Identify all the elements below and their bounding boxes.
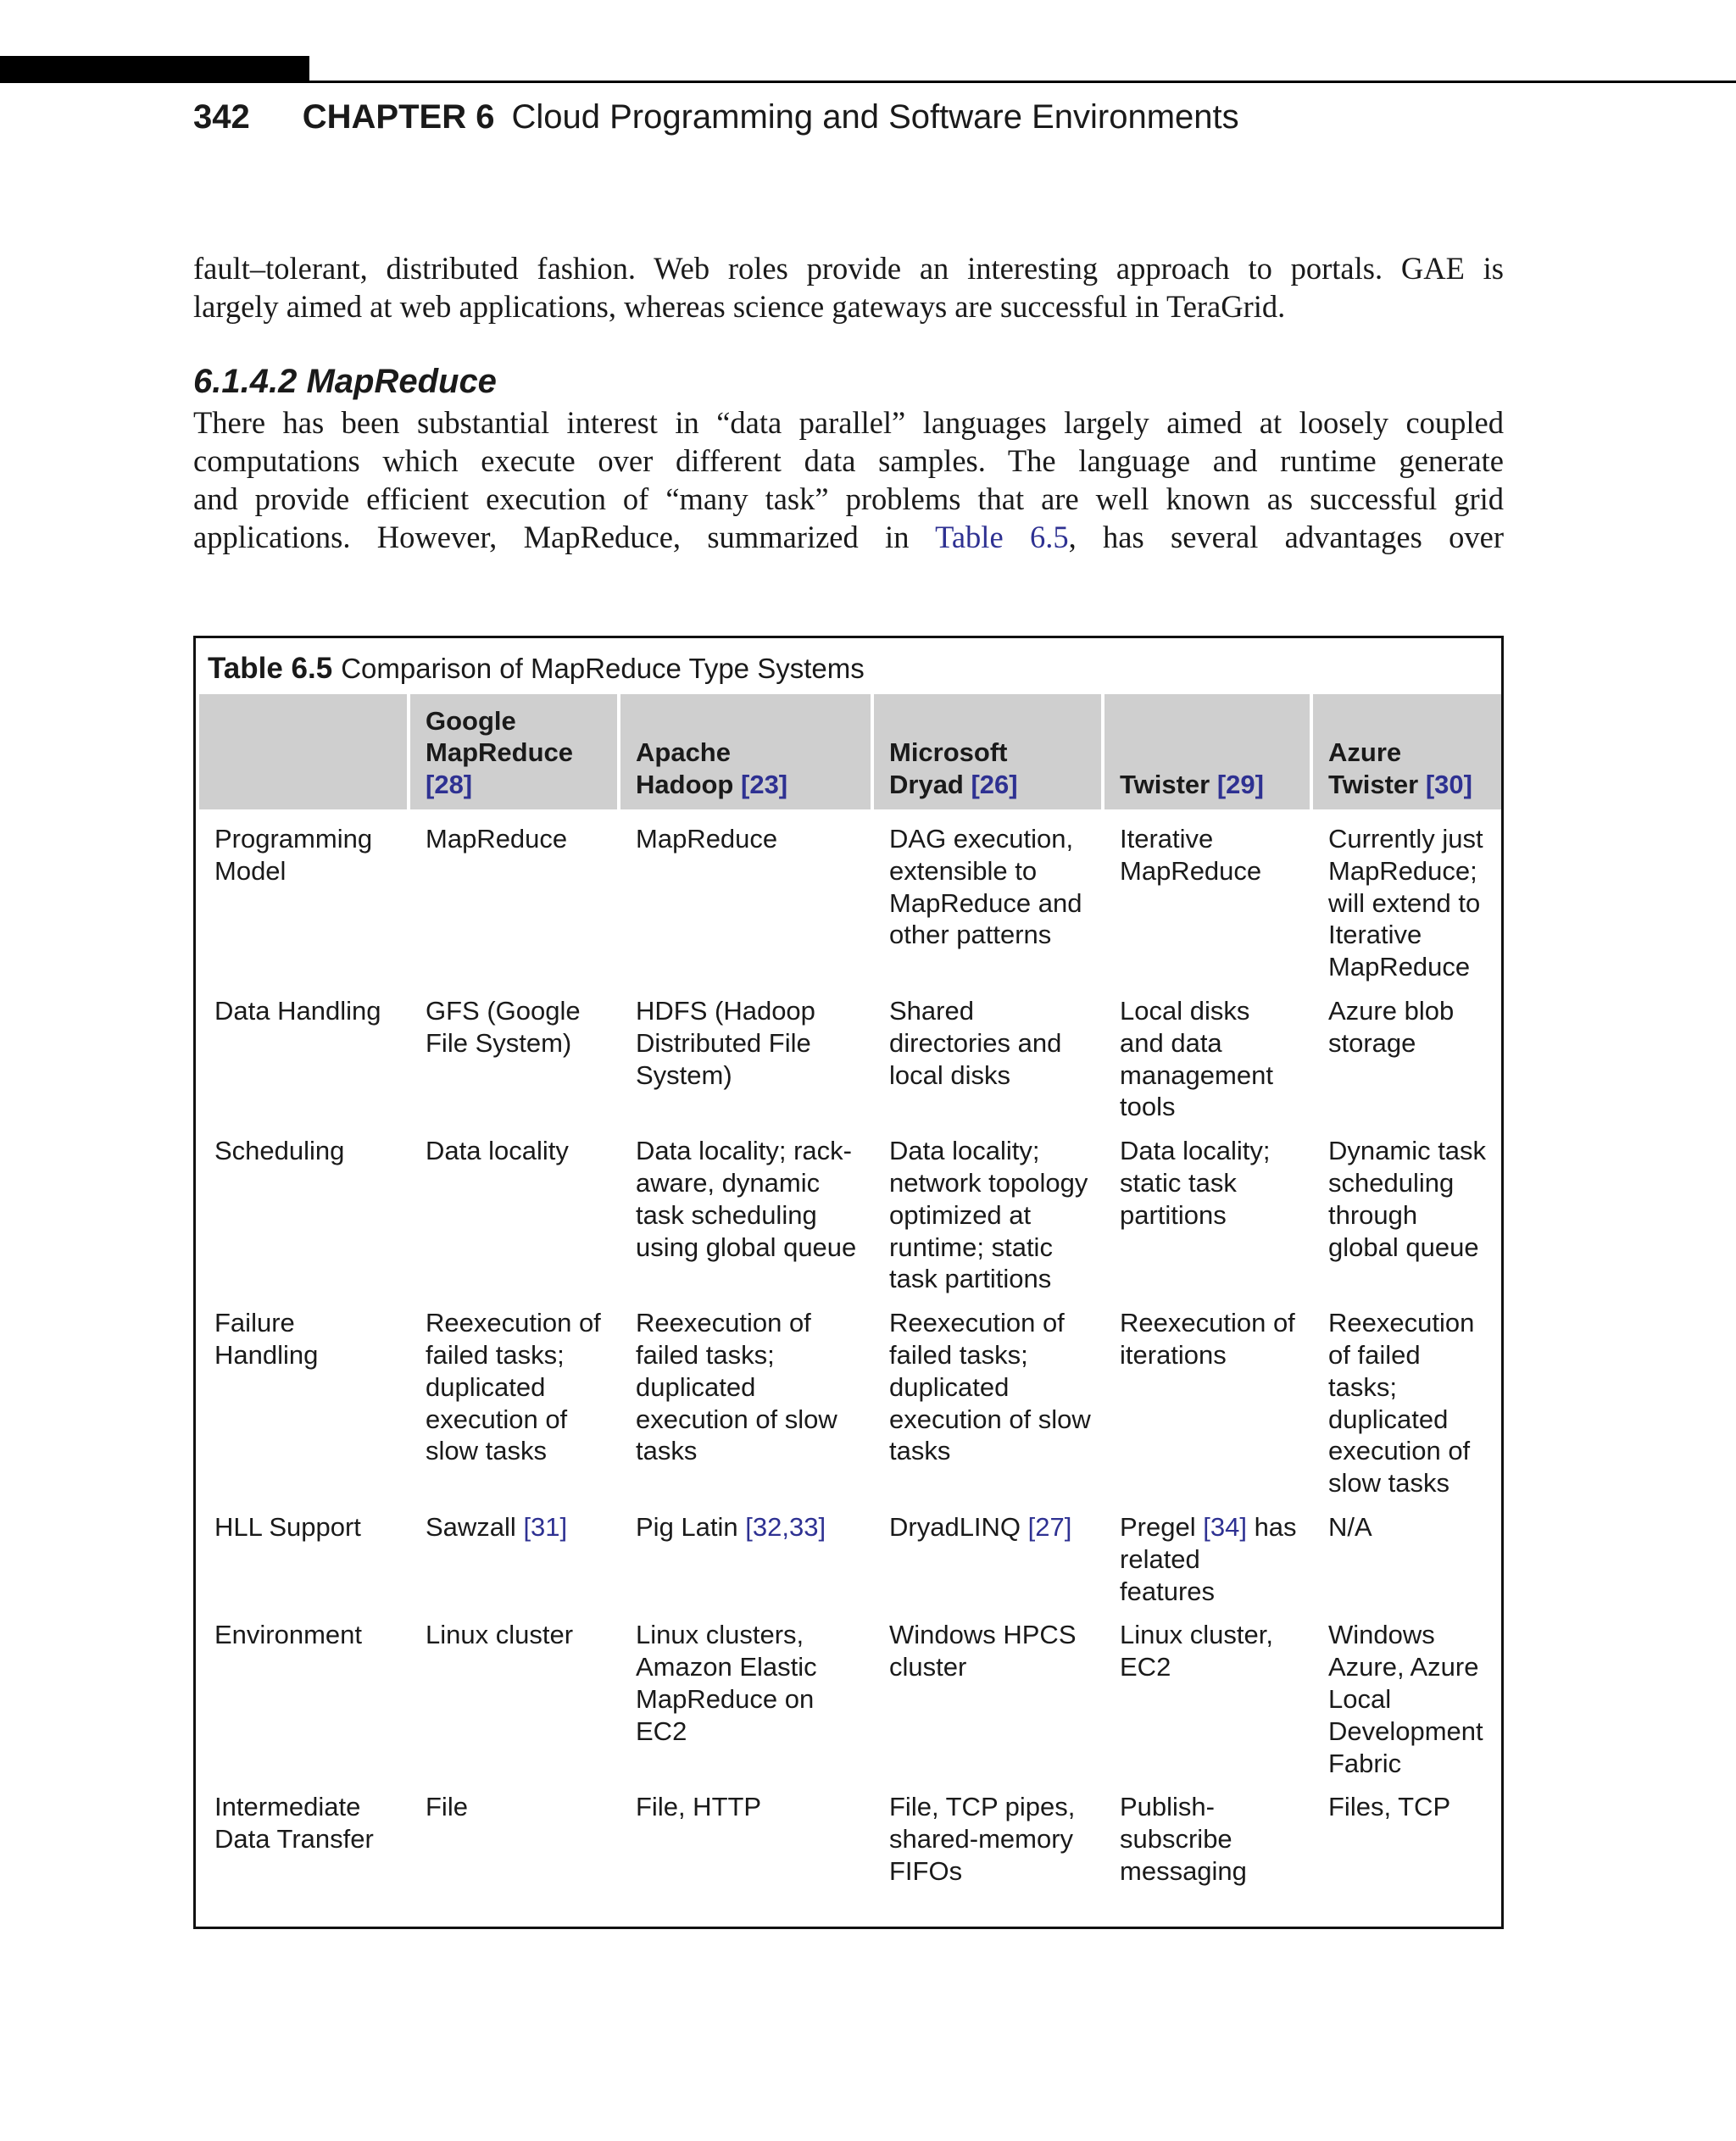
header-label: Apache Hadoop: [636, 737, 734, 800]
comparison-table-box: [193, 636, 1504, 1929]
citation-link[interactable]: [29]: [1216, 770, 1264, 800]
table-cell: Local disks and data management tools: [1120, 995, 1273, 1122]
cell-text: Sawzall: [426, 1511, 524, 1542]
table-cell: [620, 1503, 871, 1610]
table-caption-number: Table 6.5: [208, 652, 333, 685]
citation-link[interactable]: [28]: [426, 770, 473, 800]
table-cell: DAG execution, extensible to MapReduce and other patterns: [889, 824, 1082, 950]
table-cell: Reexecution of failed tasks; duplicated execution of slow tasks: [636, 1308, 837, 1466]
row-label: Scheduling: [214, 1136, 345, 1166]
table-cell: Iterative MapReduce: [1120, 824, 1262, 886]
header-cell: [1313, 694, 1501, 809]
row-label: HLL Support: [214, 1511, 361, 1542]
table-cell: Reexecution of iterations: [1120, 1308, 1295, 1370]
header-cell: [620, 694, 871, 809]
header-label: Azure Twister: [1328, 737, 1419, 800]
text-line: fault–tolerant, distributed fashion. Web roles provide an interesting approach to portals. GAE is: [193, 251, 1504, 286]
table-cell: Reexecution of failed tasks; duplicated execution of slow tasks: [1328, 1308, 1475, 1499]
table-cell: MapReduce: [636, 824, 778, 854]
cell-text: has related features: [1120, 1511, 1297, 1606]
table-reference-link[interactable]: Table 6.5: [935, 520, 1069, 554]
cell-text: Pregel: [1120, 1511, 1204, 1542]
table-cell: Windows HPCS cluster: [889, 1620, 1077, 1682]
table-header-row: [199, 694, 1501, 809]
section-heading: 6.1.4.2 MapReduce: [193, 363, 497, 400]
text-line-last: [193, 518, 1504, 556]
table-row: [199, 1503, 1501, 1610]
table-cell: Linux clusters, Amazon Elastic MapReduce on EC2: [636, 1620, 817, 1746]
table-cell: Currently just MapReduce; will extend to Iterative MapReduce: [1328, 824, 1483, 982]
text-line: There has been substantial interest in “data parallel” languages largely aimed at loosely coupled: [193, 405, 1504, 440]
table-cell: Windows Azure, Azure Local Development Fabric: [1328, 1620, 1483, 1778]
table-caption-title: Comparison of MapReduce Type Systems: [341, 653, 865, 684]
cell-text: DryadLINQ: [889, 1511, 1028, 1542]
table-cell: Linux cluster: [426, 1620, 574, 1650]
text-line: and provide efficient execution of “many task” problems that are well known as successful grid: [193, 481, 1504, 516]
table-cell: HDFS (Hadoop Distributed File System): [636, 995, 815, 1090]
citation-link[interactable]: [30]: [1425, 770, 1472, 800]
text-fragment: applications. However, MapReduce, summarized in: [193, 520, 936, 554]
table-cell: MapReduce: [426, 824, 568, 854]
table-cell: [410, 1503, 617, 1610]
table-cell: [874, 1503, 1101, 1610]
header-cell: [874, 694, 1101, 809]
row-label: Programming Model: [214, 824, 373, 886]
chapter-title: Cloud Programming and Software Environments: [511, 98, 1239, 136]
top-bar: [0, 56, 309, 83]
row-label: Intermediate Data Transfer: [214, 1792, 374, 1855]
table-row: [199, 1126, 1501, 1299]
table-cell: Publish-subscribe messaging: [1120, 1792, 1247, 1886]
header-cell: [410, 694, 617, 809]
text-fragment: , has several advantages over: [1068, 520, 1504, 554]
citation-link[interactable]: [27]: [1027, 1511, 1072, 1542]
table-cell: Shared directories and local disks: [889, 995, 1062, 1090]
table-row: [199, 1299, 1501, 1503]
table-cell: [1313, 1503, 1501, 1610]
table-cell: File, HTTP: [636, 1792, 762, 1822]
table-cell: Dynamic task scheduling through global queue: [1328, 1136, 1487, 1262]
row-label: Data Handling: [214, 995, 381, 1026]
table-row: [199, 1610, 1501, 1782]
text-line: largely aimed at web applications, whereas science gateways are successful in TeraGrid.: [193, 289, 1286, 324]
table-cell: Files, TCP: [1328, 1792, 1451, 1822]
citation-link[interactable]: [23]: [741, 770, 788, 800]
top-rule: [309, 81, 1736, 83]
cell-text: N/A: [1328, 1511, 1372, 1542]
chapter-label: CHAPTER 6: [302, 98, 495, 136]
paragraph-1: [193, 249, 1504, 325]
paragraph-2: [193, 403, 1504, 556]
table-cell: Reexecution of failed tasks; duplicated execution of slow tasks: [889, 1308, 1091, 1466]
header-label: Google MapReduce: [426, 705, 573, 768]
citation-link[interactable]: [32,33]: [745, 1511, 826, 1542]
table-cell: Data locality; static task partitions: [1120, 1136, 1271, 1230]
table-cell: Data locality; network topology optimized at runtime; static task partitions: [889, 1136, 1088, 1294]
table-row: [199, 809, 1501, 987]
table-cell: Azure blob storage: [1328, 995, 1455, 1058]
cell-text: Pig Latin: [636, 1511, 746, 1542]
citation-link[interactable]: [34]: [1203, 1511, 1247, 1542]
table-cell: File, TCP pipes, shared-memory FIFOs: [889, 1792, 1076, 1886]
table-cell: File: [426, 1792, 468, 1822]
header-cell-empty: [199, 694, 407, 809]
table-cell: Data locality; rack-aware, dynamic task scheduling using global queue: [636, 1136, 857, 1262]
comparison-table: [196, 694, 1505, 1891]
table-cell: [1104, 1503, 1310, 1610]
header-label: Twister: [1120, 770, 1217, 800]
table-row: [199, 1782, 1501, 1890]
header-label: Microsoft Dryad: [889, 737, 1008, 800]
text-line: computations which execute over different data samples. The language and runtime generate: [193, 443, 1504, 478]
row-label: Failure Handling: [214, 1308, 319, 1370]
table-cell: Data locality: [426, 1136, 569, 1166]
citation-link[interactable]: [31]: [523, 1511, 568, 1542]
citation-link[interactable]: [26]: [971, 770, 1018, 800]
table-cell: Reexecution of failed tasks; duplicated execution of slow tasks: [426, 1308, 601, 1466]
table-caption: [208, 652, 865, 686]
row-label: Environment: [214, 1620, 363, 1650]
table-cell: Linux cluster, EC2: [1120, 1620, 1273, 1682]
table-cell: GFS (Google File System): [426, 995, 581, 1058]
table-row: [199, 987, 1501, 1126]
running-head: [193, 92, 1239, 142]
page-number: 342: [193, 98, 250, 136]
header-cell: [1104, 694, 1310, 809]
